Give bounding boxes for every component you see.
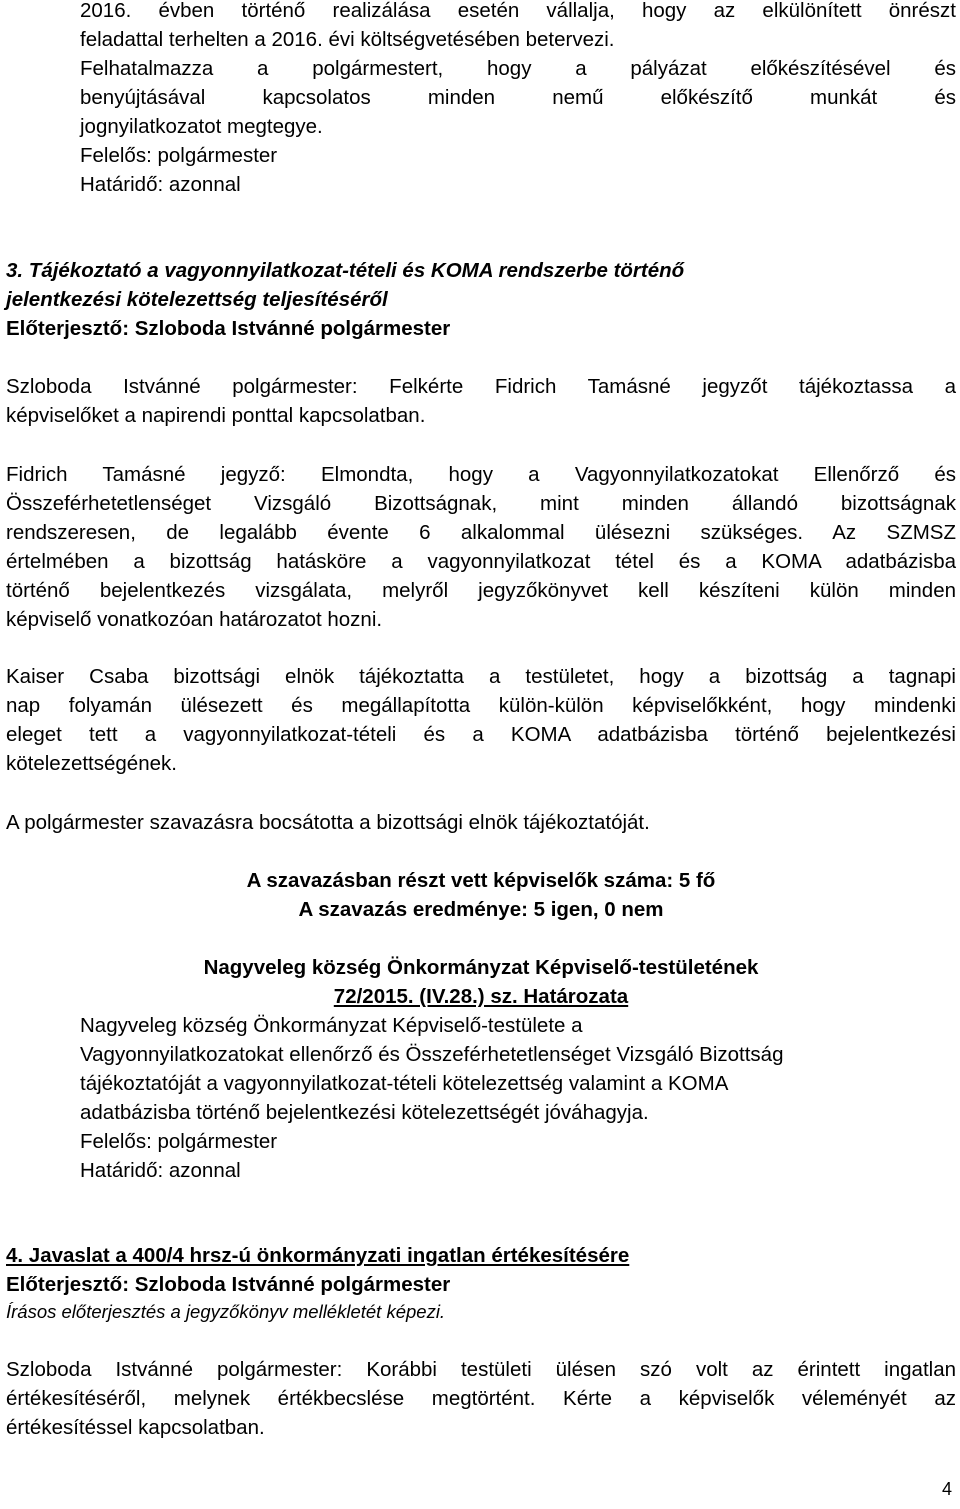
- item4-heading: [6, 1241, 956, 1325]
- intro-line: 2016. évben történő realizálása esetén vállalja, hogy az elkülönített önrészt: [80, 0, 956, 22]
- intro-line: Felhatalmazza a polgármestert, hogy a pályázat előkészítésével és: [80, 57, 956, 80]
- item4-note: Írásos előterjesztés a jegyzőkönyv mellékletét képezi.: [6, 1301, 446, 1322]
- paragraph-line: Kaiser Csaba bizottsági elnök tájékoztatta a testületet, hogy a bizottság a tagnapi: [6, 665, 956, 688]
- resolution-heading: Nagyveleg község Önkormányzat Képviselő-testületének: [203, 956, 759, 979]
- paragraph-line: kötelezettségének.: [6, 752, 177, 775]
- resolution-number: 72/2015. (IV.28.) sz. Határozata: [333, 985, 629, 1008]
- paragraph-line: Szloboda Istvánné polgármester: Felkérte Fidrich Tamásné jegyzőt tájékoztassa a: [6, 375, 956, 398]
- resolution-line: Vagyonnyilatkozatokat ellenőrző és Összeférhetetlenséget Vizsgáló Bizottság: [80, 1043, 784, 1066]
- paragraph-line: történő bejelentkezés vizsgálata, melyről jegyzőkönyvet kell készíteni külön minden: [6, 579, 956, 602]
- resolution-responsible: Felelős: polgármester: [80, 1130, 278, 1153]
- resolution-line: Nagyveleg község Önkormányzat Képviselő-testülete a: [80, 1014, 583, 1037]
- resolution-number-line: [6, 982, 956, 1011]
- item3-paragraph-2: [6, 460, 956, 634]
- vote-result: A szavazás eredménye: 5 igen, 0 nem: [298, 898, 664, 921]
- intro-line: benyújtásával kapcsolatos minden nemű előkészítő munkát és: [80, 86, 956, 109]
- intro-deadline: Határidő: azonnal: [80, 173, 241, 196]
- item4-title-line: [6, 1241, 956, 1270]
- item3-presenter: Előterjesztő: Szloboda Istvánné polgármester: [6, 317, 451, 340]
- paragraph-line: Összeférhetetlenséget Vizsgáló Bizottságnak, mint minden állandó bizottságnak: [6, 492, 956, 515]
- paragraph-line: értékesítéssel kapcsolatban.: [6, 1416, 265, 1439]
- paragraph-line: értékesítéséről, melynek értékbecslése megtörtént. Kérte a képviselők véleményét az: [6, 1387, 956, 1410]
- item3-paragraph-4: [6, 808, 956, 837]
- vote-participants: A szavazásban részt vett képviselők száma: 5 fő: [246, 869, 716, 892]
- resolution-line: adatbázisba történő bejelentkezési kötelezettségét jóváhagyja.: [80, 1101, 649, 1124]
- page-number: 4: [941, 1479, 952, 1499]
- resolution-deadline: Határidő: azonnal: [80, 1159, 241, 1182]
- item3-heading: [6, 256, 956, 343]
- intro-line: feladattal terhelten a 2016. évi költségvetésében betervezi.: [80, 28, 615, 51]
- item4-presenter: Előterjesztő: Szloboda Istvánné polgármester: [6, 1273, 451, 1296]
- item3-paragraph-1: [6, 372, 956, 430]
- paragraph-line: értelmében a bizottság hatásköre a vagyonnyilatkozat tétel és a KOMA adatbázisba: [6, 550, 956, 573]
- intro-line: jognyilatkozatot megtegye.: [80, 115, 323, 138]
- paragraph-line: rendszeresen, de legalább évente 6 alkalommal ülésezni szükséges. Az SZMSZ: [6, 521, 956, 544]
- intro-text: [80, 0, 956, 199]
- resolution-text: [80, 1011, 956, 1185]
- item4-title: 4. Javaslat a 400/4 hrsz-ú önkormányzati ingatlan értékesítésére: [6, 1244, 630, 1267]
- paragraph-line: eleget tett a vagyonnyilatkozat-tételi és a KOMA adatbázisba történő bejelentkezési: [6, 723, 956, 746]
- item3-title: 3. Tájékoztató a vagyonnyilatkozat-tételi és KOMA rendszerbe történő: [6, 259, 685, 282]
- item4-paragraph-1: [6, 1355, 956, 1442]
- resolution-line: tájékoztatóját a vagyonnyilatkozat-tételi kötelezettség valamint a KOMA: [80, 1072, 729, 1095]
- paragraph-line: A polgármester szavazásra bocsátotta a bizottsági elnök tájékoztatóját.: [6, 811, 650, 834]
- item3-title: jelentkezési kötelezettség teljesítéséről: [6, 288, 388, 311]
- paragraph-line: Fidrich Tamásné jegyző: Elmondta, hogy a Vagyonnyilatkozatokat Ellenőrző és: [6, 463, 956, 486]
- paragraph-line: nap folyamán ülésezett és megállapította külön-külön képviselőkként, hogy mindenki: [6, 694, 956, 717]
- vote-block: [6, 866, 956, 924]
- item3-paragraph-3: [6, 662, 956, 778]
- paragraph-line: Szloboda Istvánné polgármester: Korábbi testületi ülésen szó volt az érintett ingatlan: [6, 1358, 956, 1381]
- paragraph-line: képviselő vonatkozóan határozatot hozni.: [6, 608, 383, 631]
- paragraph-line: képviselőket a napirendi ponttal kapcsolatban.: [6, 404, 426, 427]
- intro-responsible: Felelős: polgármester: [80, 144, 278, 167]
- resolution-heading-block: [6, 953, 956, 1011]
